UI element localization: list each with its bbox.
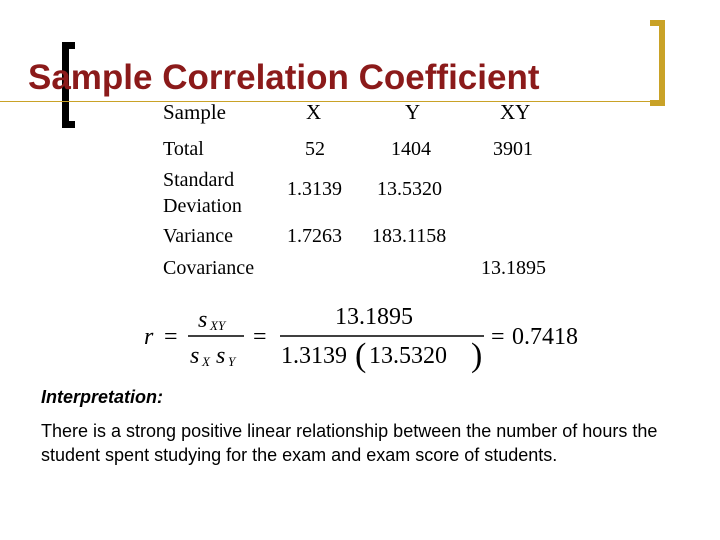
covariance-xy: 13.1895 xyxy=(481,257,546,279)
formula-graphic xyxy=(140,300,620,380)
variance-y: 183.1158 xyxy=(372,225,447,247)
row-label-total: Total xyxy=(163,138,204,160)
formula-numerator: 13.1895 xyxy=(335,304,413,330)
close-paren: ) xyxy=(471,337,483,374)
total-x: 52 xyxy=(305,138,325,160)
formula-den-left: 1.3139 xyxy=(281,343,347,369)
interpretation-heading: Interpretation: xyxy=(41,387,164,407)
formula-den-right: 13.5320 xyxy=(369,343,447,369)
header-y: Y xyxy=(405,100,421,124)
formula-equals-1: = xyxy=(164,324,178,350)
open-paren: ( xyxy=(355,337,367,374)
header-sample: Sample xyxy=(163,100,226,124)
variance-x: 1.7263 xyxy=(287,225,342,247)
formula-equals-3: = xyxy=(491,324,505,350)
header-xy: XY xyxy=(500,100,531,124)
correlation-formula xyxy=(140,300,620,380)
formula-equals-2: = xyxy=(253,324,267,350)
interpretation-text: There is a strong positive linear relationship between the number of hours the student spent studying for the exam and exam score of students. xyxy=(41,421,658,465)
slide-title: Sample Correlation Coefficient xyxy=(28,58,540,97)
header-x: X xyxy=(306,100,322,124)
row-label-deviation: Deviation xyxy=(163,195,242,217)
total-y: 1404 xyxy=(391,138,431,160)
row-label-covariance: Covariance xyxy=(163,257,255,279)
formula-sub-xy: XY xyxy=(210,318,226,333)
std-dev-x: 1.3139 xyxy=(287,178,342,200)
row-label-standard: Standard xyxy=(163,169,235,191)
formula-result: 0.7418 xyxy=(512,324,578,350)
formula-sub-y: Y xyxy=(228,354,236,369)
formula-r: r xyxy=(144,324,154,350)
row-label-variance: Variance xyxy=(163,225,233,247)
formula-s-xy: s xyxy=(198,307,208,333)
total-xy: 3901 xyxy=(493,138,533,160)
formula-s-x: s xyxy=(190,343,200,369)
std-dev-y: 13.5320 xyxy=(377,178,442,200)
formula-sub-x: X xyxy=(202,354,210,369)
formula-s-y: s xyxy=(216,343,226,369)
